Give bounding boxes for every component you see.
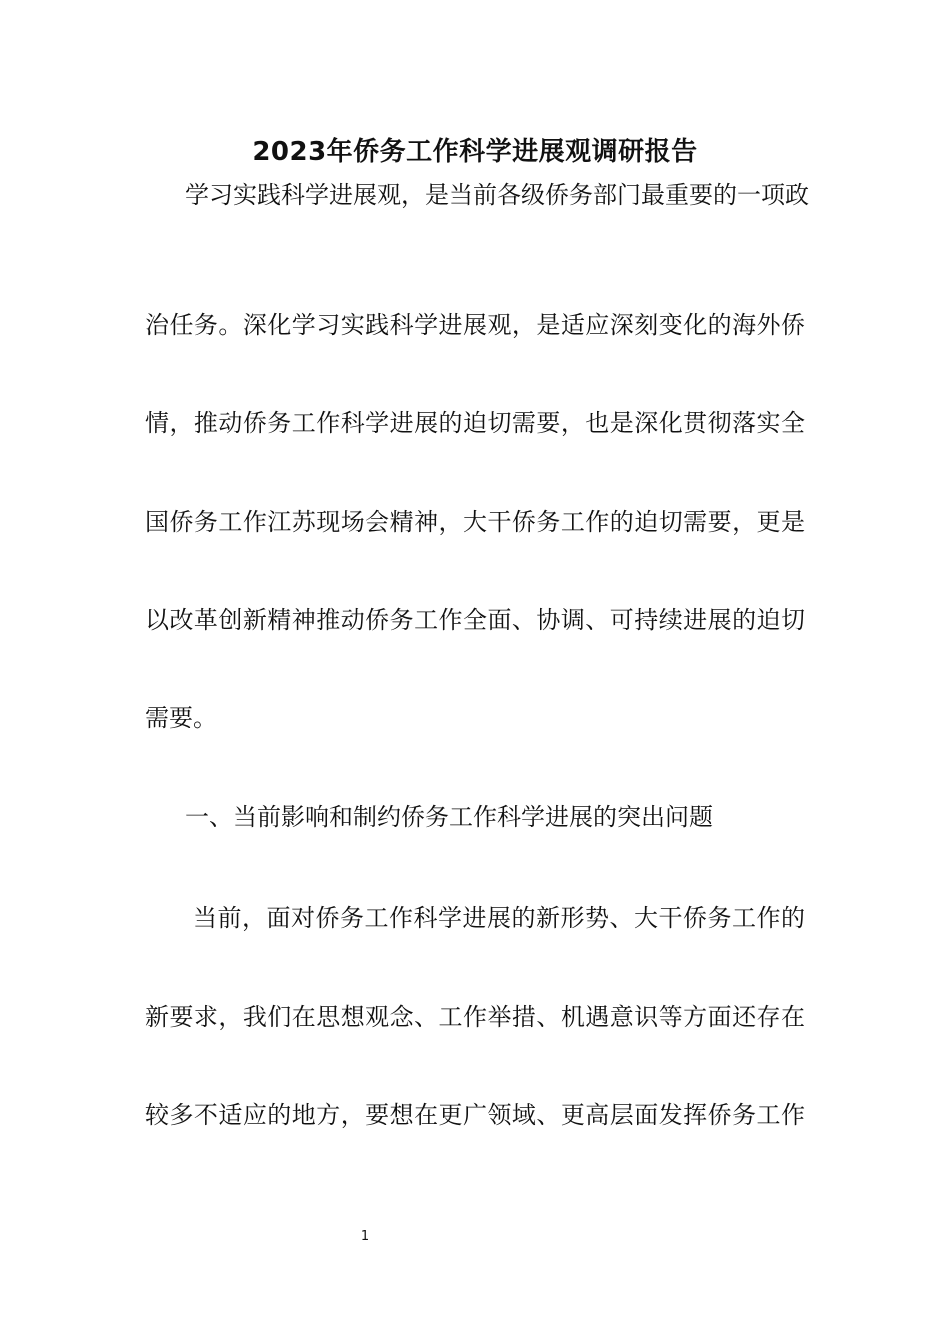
section-heading: 一、当前影响和制约侨务工作科学进展的突出问题 — [185, 803, 713, 831]
paragraph-line: 当前，面对侨务工作科学进展的新形势、大干侨务工作的 — [193, 904, 805, 932]
paragraph-line: 需要。 — [145, 704, 217, 732]
document-title: 2023年侨务工作科学进展观调研报告 — [252, 137, 698, 167]
paragraph-line: 情，推动侨务工作科学进展的迫切需要，也是深化贯彻落实全 — [145, 409, 805, 437]
paragraph-line: 学习实践科学进展观，是当前各级侨务部门最重要的一项政 — [185, 181, 809, 209]
paragraph-line: 较多不适应的地方，要想在更广领域、更高层面发挥侨务工作 — [145, 1101, 805, 1129]
paragraph-line: 新要求，我们在思想观念、工作举措、机遇意识等方面还存在 — [145, 1003, 805, 1031]
paragraph-line: 治任务。深化学习实践科学进展观，是适应深刻变化的海外侨 — [145, 311, 805, 339]
page-number: 1 — [360, 1229, 370, 1244]
paragraph-line: 以改革创新精神推动侨务工作全面、协调、可持续进展的迫切 — [145, 606, 805, 634]
paragraph-line: 国侨务工作江苏现场会精神，大干侨务工作的迫切需要，更是 — [145, 508, 805, 536]
